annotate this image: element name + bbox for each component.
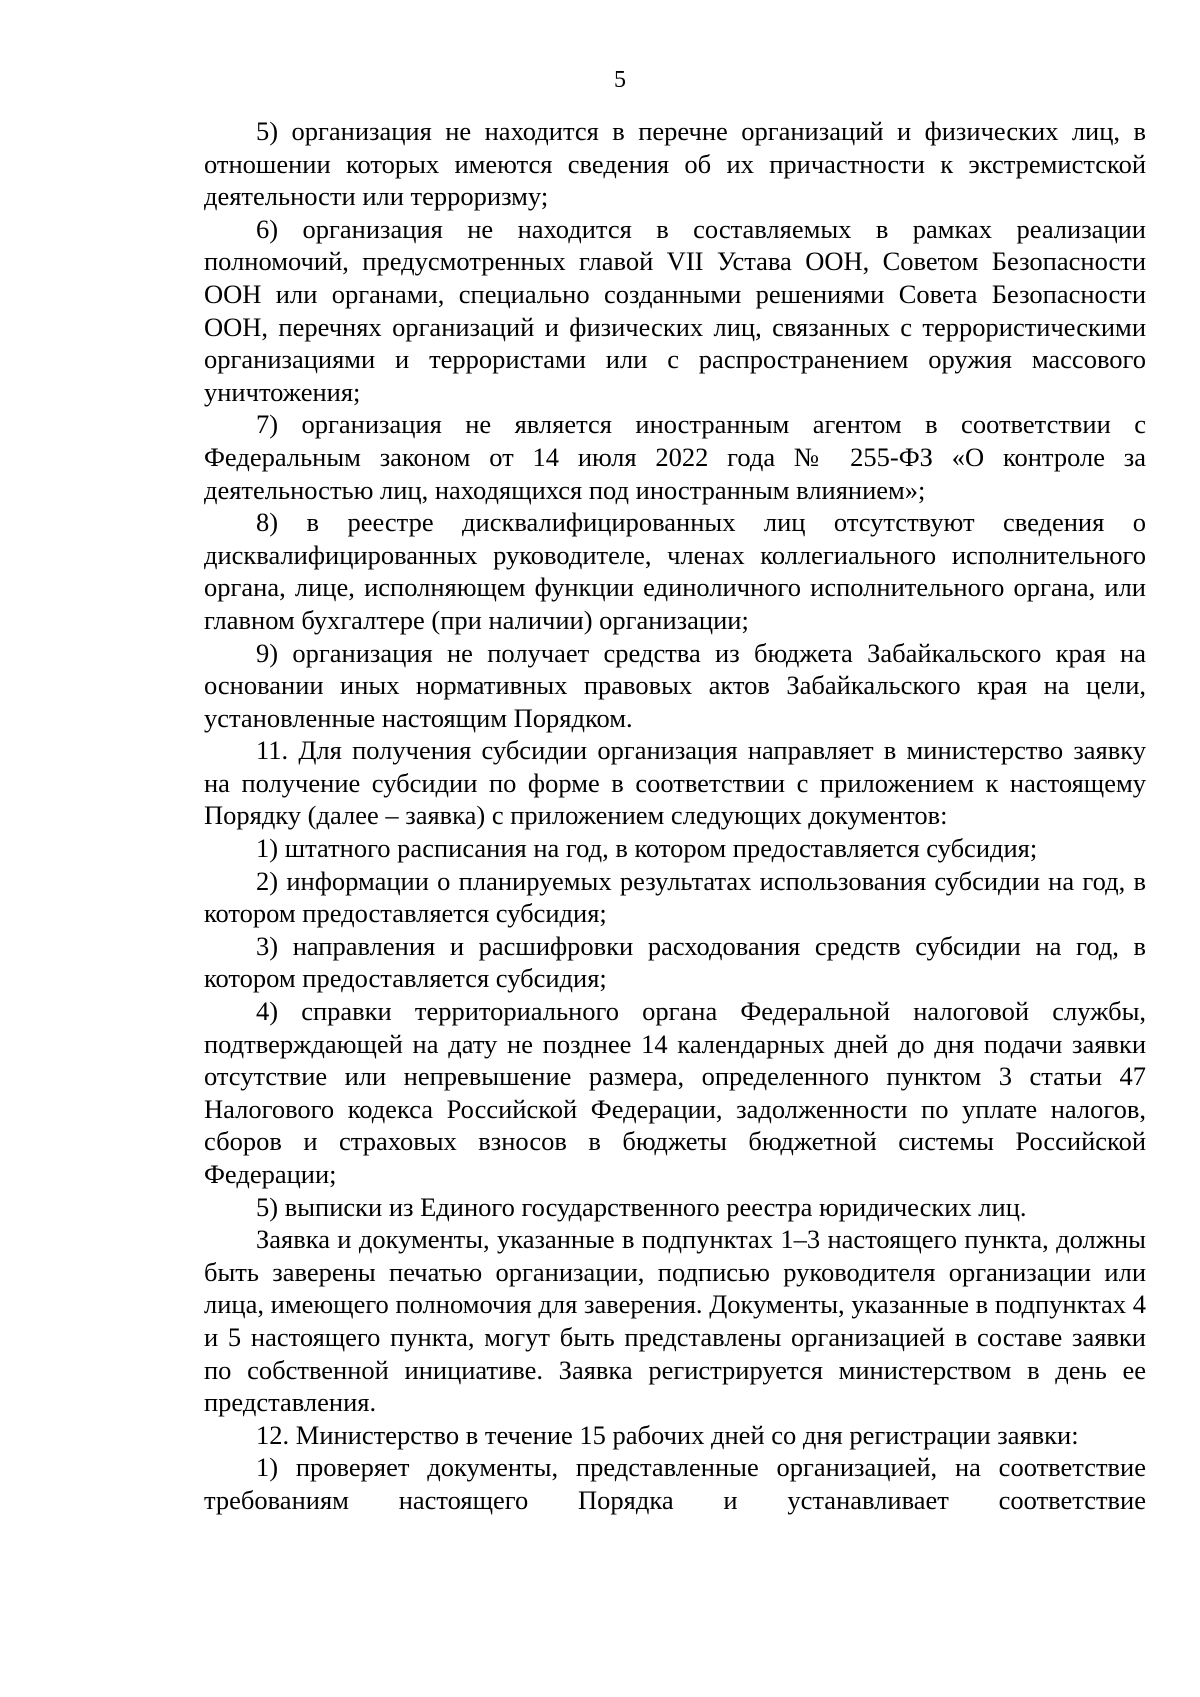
paragraph-certification: Заявка и документы, указанные в подпунктах 1–3 настоящего пункта, должны быть заверены печатью организации, подписью руководителя организации или лица, имеющего полномочия для заверения. Документы, указанные в подпунктах 4 и 5 настоящего пункта, могут быть представлены организацией в составе заявки по собственной инициативе. Заявка регистрируется министерством в день ее представления.: [204, 1224, 1146, 1418]
paragraph-doc-3: 3) направления и расшифровки расходования средств субсидии на год, в котором предоставляется субсидия;: [204, 930, 1146, 994]
paragraph-clause-11: 11. Для получения субсидии организация направляет в министерство заявку на получение субсидии по форме в соответствии с приложением к настоящему Порядку (далее – заявка) с приложением следующих документов:: [204, 735, 1146, 831]
paragraph-doc-2: 2) информации о планируемых результатах использования субсидии на год, в котором предоставляется субсидия;: [204, 865, 1146, 929]
paragraph-item-5: 5) организация не находится в перечне организаций и физических лиц, в отношении которых имеются сведения об их причастности к экстремистской деятельности или терроризму;: [204, 116, 1146, 212]
paragraph-clause-12: 12. Министерство в течение 15 рабочих дней со дня регистрации заявки:: [256, 1419, 1079, 1450]
paragraph-doc-5: 5) выписки из Единого государственного реестра юридических лиц.: [256, 1191, 1027, 1222]
paragraph-doc-4: 4) справки территориального органа Федеральной налоговой службы, подтверждающей на дату не позднее 14 календарных дней до дня подачи заявки отсутствие или непревышение размера, определенного пунктом 3 статьи 47 Налогового кодекса Российской Федерации, задолженности по уплате налогов, сборов и страховых взносов в бюджеты бюджетной системы Российской Федерации;: [204, 996, 1146, 1189]
paragraph-check-1: 1) проверяет документы, представленные организацией, на соответствие требованиям настоящего Порядка и устанавливает соответствие: [204, 1452, 1146, 1515]
paragraph-item-6: 6) организация не находится в составляемых в рамках реализации полномочий, предусмотренных главой VII Устава ООН, Советом Безопасности ООН или органами, специально созданными решениями Совета Безопасности ООН, перечнях организаций и физических лиц, связанных с террористическими организациями и террористами или с распространением оружия массового уничтожения;: [204, 213, 1146, 407]
page-number: 5: [614, 67, 626, 93]
paragraph-item-9: 9) организация не получает средства из бюджета Забайкальского края на основании иных нормативных правовых актов Забайкальского края на цели, установленные настоящим Порядком.: [204, 637, 1146, 733]
paragraph-doc-1: 1) штатного расписания на год, в котором предоставляется субсидия;: [256, 833, 1038, 864]
paragraph-item-7: 7) организация не является иностранным агентом в соответствии с Федеральным законом от 14 июля 2022 года № 255-ФЗ «О контроле за деятельностью лиц, находящихся под иностранным влиянием»;: [204, 409, 1146, 505]
document-body: [204, 115, 1146, 1517]
paragraph-item-8: 8) в реестре дисквалифицированных лиц отсутствуют сведения о дисквалифицированных руководителе, членах коллегиального исполнительного органа, лице, исполняющем функции единоличного исполнительного органа, или главном бухгалтере (при наличии) организации;: [204, 507, 1146, 635]
